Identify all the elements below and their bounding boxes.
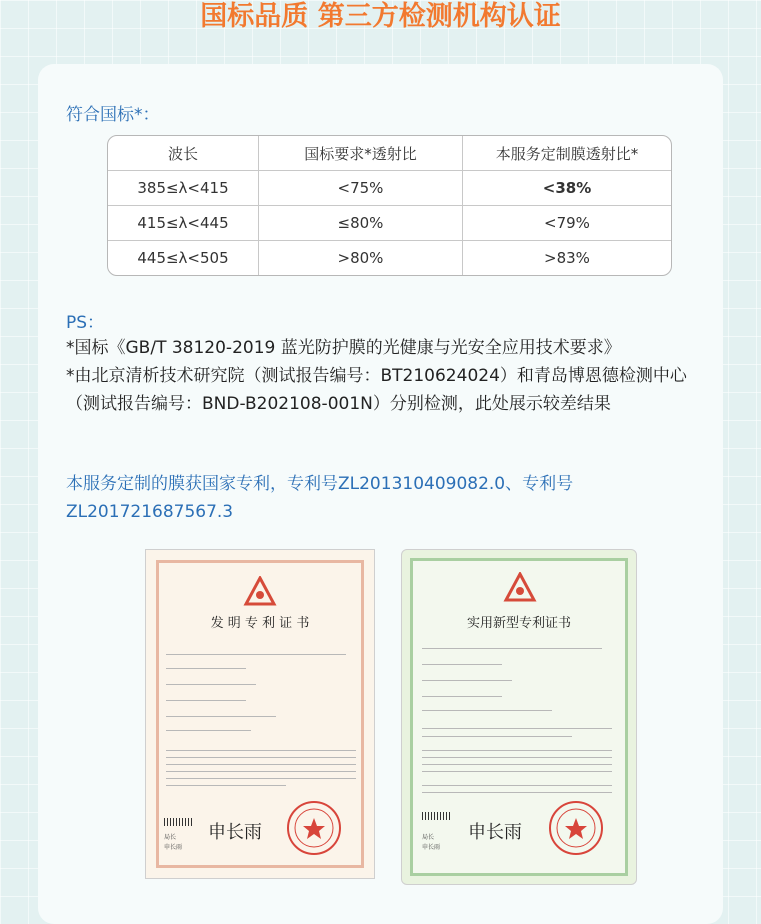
text-line xyxy=(422,710,552,711)
patent-emblem-icon xyxy=(502,572,538,602)
director-label: 局长 xyxy=(422,834,435,841)
barcode xyxy=(164,818,194,826)
text-line xyxy=(166,730,251,731)
text-line xyxy=(422,664,502,665)
table-row xyxy=(108,206,671,241)
director-label: 局长 xyxy=(164,834,177,841)
text-line xyxy=(422,696,502,697)
director-signature: 申长雨 xyxy=(208,822,262,843)
table-cell-highlight: <38% xyxy=(463,171,671,206)
text-line xyxy=(166,785,286,786)
certificate-title: 实用新型专利证书 xyxy=(466,616,571,631)
text-line xyxy=(422,757,612,758)
text-line xyxy=(422,728,612,729)
text-line xyxy=(422,771,612,772)
text-line xyxy=(166,778,356,779)
text-line xyxy=(166,654,346,655)
text-line xyxy=(166,668,246,669)
text-line xyxy=(422,750,612,751)
table-header: 国标要求*透射比 xyxy=(259,136,463,171)
table-cell: <79% xyxy=(463,206,671,241)
table-row xyxy=(108,241,671,275)
table-header: 本服务定制膜透射比* xyxy=(463,136,671,171)
ps-note-standard: *国标《GB/T 38120-2019 蓝光防护膜的光健康与光安全应用技术要求》 xyxy=(66,338,621,358)
table-header-row xyxy=(108,136,671,171)
director-signature: 申长雨 xyxy=(468,822,522,843)
text-line xyxy=(166,684,256,685)
text-line xyxy=(166,700,246,701)
table-header: 波长 xyxy=(108,136,259,171)
invention-patent-certificate xyxy=(145,549,375,879)
table-row xyxy=(108,171,671,206)
barcode xyxy=(422,812,452,820)
text-line xyxy=(422,648,602,649)
text-line xyxy=(166,771,356,772)
ps-label: PS： xyxy=(66,313,105,333)
official-seal-icon xyxy=(548,800,604,856)
text-line xyxy=(422,785,612,786)
table-cell: 445≤λ<505 xyxy=(108,241,259,275)
certificate-title: 发 明 专 利 证 书 xyxy=(210,616,310,631)
text-line xyxy=(422,792,612,793)
patent-note: 本服务定制的膜获国家专利，专利号ZL201310409082.0、专利号ZL201721687567.3 xyxy=(66,474,574,522)
transmittance-table xyxy=(107,135,672,276)
director-name: 申长雨 xyxy=(422,844,441,851)
table-cell: >80% xyxy=(259,241,463,275)
ps-note-testing: *由北京清析技术研究院（测试报告编号：BT210624024）和青岛博恩德检测中心（测试报告编号：BND-B202108-001N）分别检测，此处展示较差结果 xyxy=(66,366,687,414)
text-line xyxy=(422,680,512,681)
official-seal-icon xyxy=(286,800,342,856)
conform-label: 符合国标*： xyxy=(66,105,160,125)
text-line xyxy=(166,764,356,765)
table-cell: 385≤λ<415 xyxy=(108,171,259,206)
table-cell: >83% xyxy=(544,249,590,267)
table-cell: 415≤λ<445 xyxy=(108,206,259,241)
utility-model-certificate xyxy=(401,549,637,885)
patent-emblem-icon xyxy=(242,576,278,606)
text-line xyxy=(166,750,356,751)
text-line xyxy=(166,716,276,717)
page-heading: 国标品质 第三方检测机构认证 xyxy=(200,1,561,32)
table-cell: ≤80% xyxy=(259,206,463,241)
text-line xyxy=(166,757,356,758)
text-line xyxy=(422,736,572,737)
director-name: 申长雨 xyxy=(164,844,183,851)
text-line xyxy=(422,764,612,765)
table-cell: <75% xyxy=(259,171,463,206)
